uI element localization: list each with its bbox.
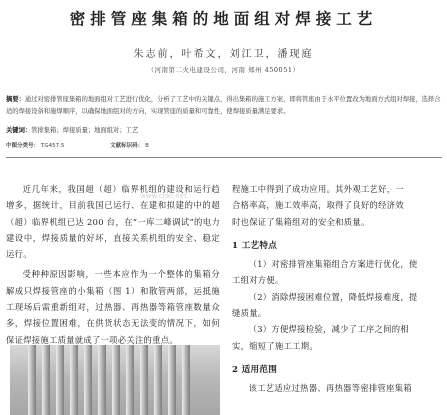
clc-value: TG457.5 [41, 143, 65, 149]
abstract-block [6, 94, 444, 117]
keywords-label: 关键词： [6, 127, 32, 134]
feature-item-1: （1）对密排管座集箱组合方案进行优化，使 [248, 259, 418, 270]
feature-item-2-cont: 缝质量。 [232, 308, 267, 319]
section-2-heading: 2 适用范围 [232, 364, 278, 375]
section-divider [6, 157, 442, 158]
doc-code-value: B [145, 143, 149, 149]
header-pipe-photo [10, 345, 220, 415]
feature-item-2: （2）消除焊接困难位置，降低焊接难度，提 [248, 291, 418, 302]
problem-paragraph: 受种种原因影响，一些本应作为一个整体的集箱分解成只焊接管座的小集箱（图 1）和散管两部，运抵施工现场后需重新组对，过热器、再热器等箱管座数量众多，焊接位置困难，在供货状态无法变的情况下，如何保证焊接施工质量就成了一项必关注的重点。 [6, 269, 220, 345]
clc-label: 中图分类号： [6, 143, 40, 149]
right-column [232, 181, 447, 397]
abstract-text: 通过对密排管座集箱的地面组对工艺进行优化，分析了工艺中的关键点，得出集箱的施工方案，即将管座由于水平位置改为地面方式组对焊接，选择合适的焊接设备和施焊顺序，以确保地面组对的方向，实现管座的质量和可靠性，使焊接质量满足要求。 [6, 96, 441, 115]
keywords-block [6, 125, 444, 134]
article-authors: 朱志前，叶希文，刘江卫，潘现庭 [133, 49, 314, 60]
classification-line [6, 141, 444, 149]
article-title: 密排管座集箱的地面组对焊接工艺 [69, 10, 378, 28]
abstract-label: 摘要： [6, 96, 25, 103]
intro-paragraph: 近几年来，我国超（超）临界机组的建设和运行趋增多，据统计，目前我国已运行、在建和拟建的中的超（超）临界机组已达 200 台，在“一库二峰调试”的电力建设中，焊接质量的好坏，直接关系机组的安全、稳定运行。 [6, 184, 220, 260]
section-1-heading: 1 工艺特点 [232, 240, 278, 251]
keywords-text: 管排集箱；焊接质量；地面组对；工艺 [31, 127, 139, 134]
right-line-2: 合格率高，施工效率高，取得了良好的经济效 [232, 200, 404, 211]
feature-item-1-cont: 工组对方便。 [232, 275, 284, 286]
feature-item-3: （3）方便焊接检验，减少了工序之间的相 [248, 324, 409, 335]
doc-code-label: 文献标识码： [110, 143, 144, 149]
feature-item-3-cont: 实，缩短了施工工期。 [232, 340, 318, 351]
author-affiliation: （河南第二火电建设公司，河南 郑州 450051） [147, 66, 300, 74]
right-line-3: 时也保证了集箱组对的安全和质量。 [232, 216, 370, 227]
watermark-text: www.cnki.net [140, 192, 187, 200]
scope-line-1: 该工艺适应过热器、再热器等密排管座集箱 [248, 383, 412, 394]
right-line-1: 程施工中得到了成功应用。其外观工艺好，一 [232, 184, 404, 194]
left-column [6, 181, 220, 348]
